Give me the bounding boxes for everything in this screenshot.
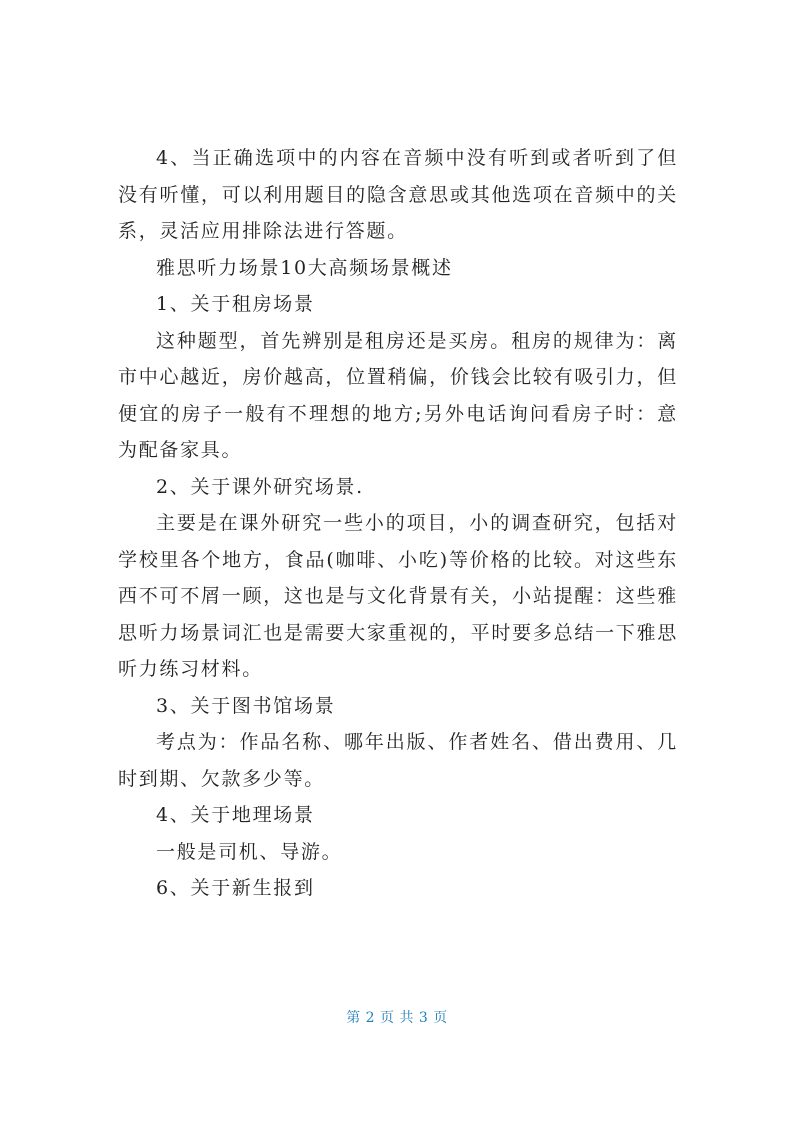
paragraph-research: 主要是在课外研究一些小的项目，小的调查研究，包括对学校里各个地方，食品(咖啡、小吃)等价格的比较。对这些东西不可不屑一顾，这也是与文化背景有关，小站提醒：这些雅思听力场景词汇也是需要大家重视的，平时要多总结一下雅思听力练习材料。: [118, 512, 678, 680]
page-number-footer: 第 2 页 共 3 页: [346, 1010, 448, 1026]
subheading-library: 3、关于图书馆场景: [156, 694, 336, 717]
paragraph-renting: 这种题型，首先辨别是租房还是买房。租房的规律为：离市中心越近，房价越高，位置稍偏，价钱会比较有吸引力，但便宜的房子一般有不理想的地方;另外电话询问看房子时：意为配备家具。: [118, 329, 678, 461]
subheading-geography: 4、关于地理场景: [156, 804, 315, 826]
subheading-research: 2、关于课外研究场景.: [156, 475, 364, 498]
subheading-registration: 6、关于新生报到: [156, 877, 315, 899]
paragraph-library: 考点为：作品名称、哪年出版、作者姓名、借出费用、几时到期、欠款多少等。: [118, 731, 678, 790]
paragraph-tip-4: 4、当正确选项中的内容在音频中没有听到或者听到了但没有听懂，可以利用题目的隐含意思或其他选项在音频中的关系，灵活应用排除法进行答题。: [118, 147, 678, 242]
paragraph-geography: 一般是司机、导游。: [156, 840, 343, 863]
document-body: [118, 140, 678, 907]
subheading-renting: 1、关于租房场景: [156, 293, 315, 315]
section-heading: 雅思听力场景10大高频场景概述: [156, 256, 453, 279]
